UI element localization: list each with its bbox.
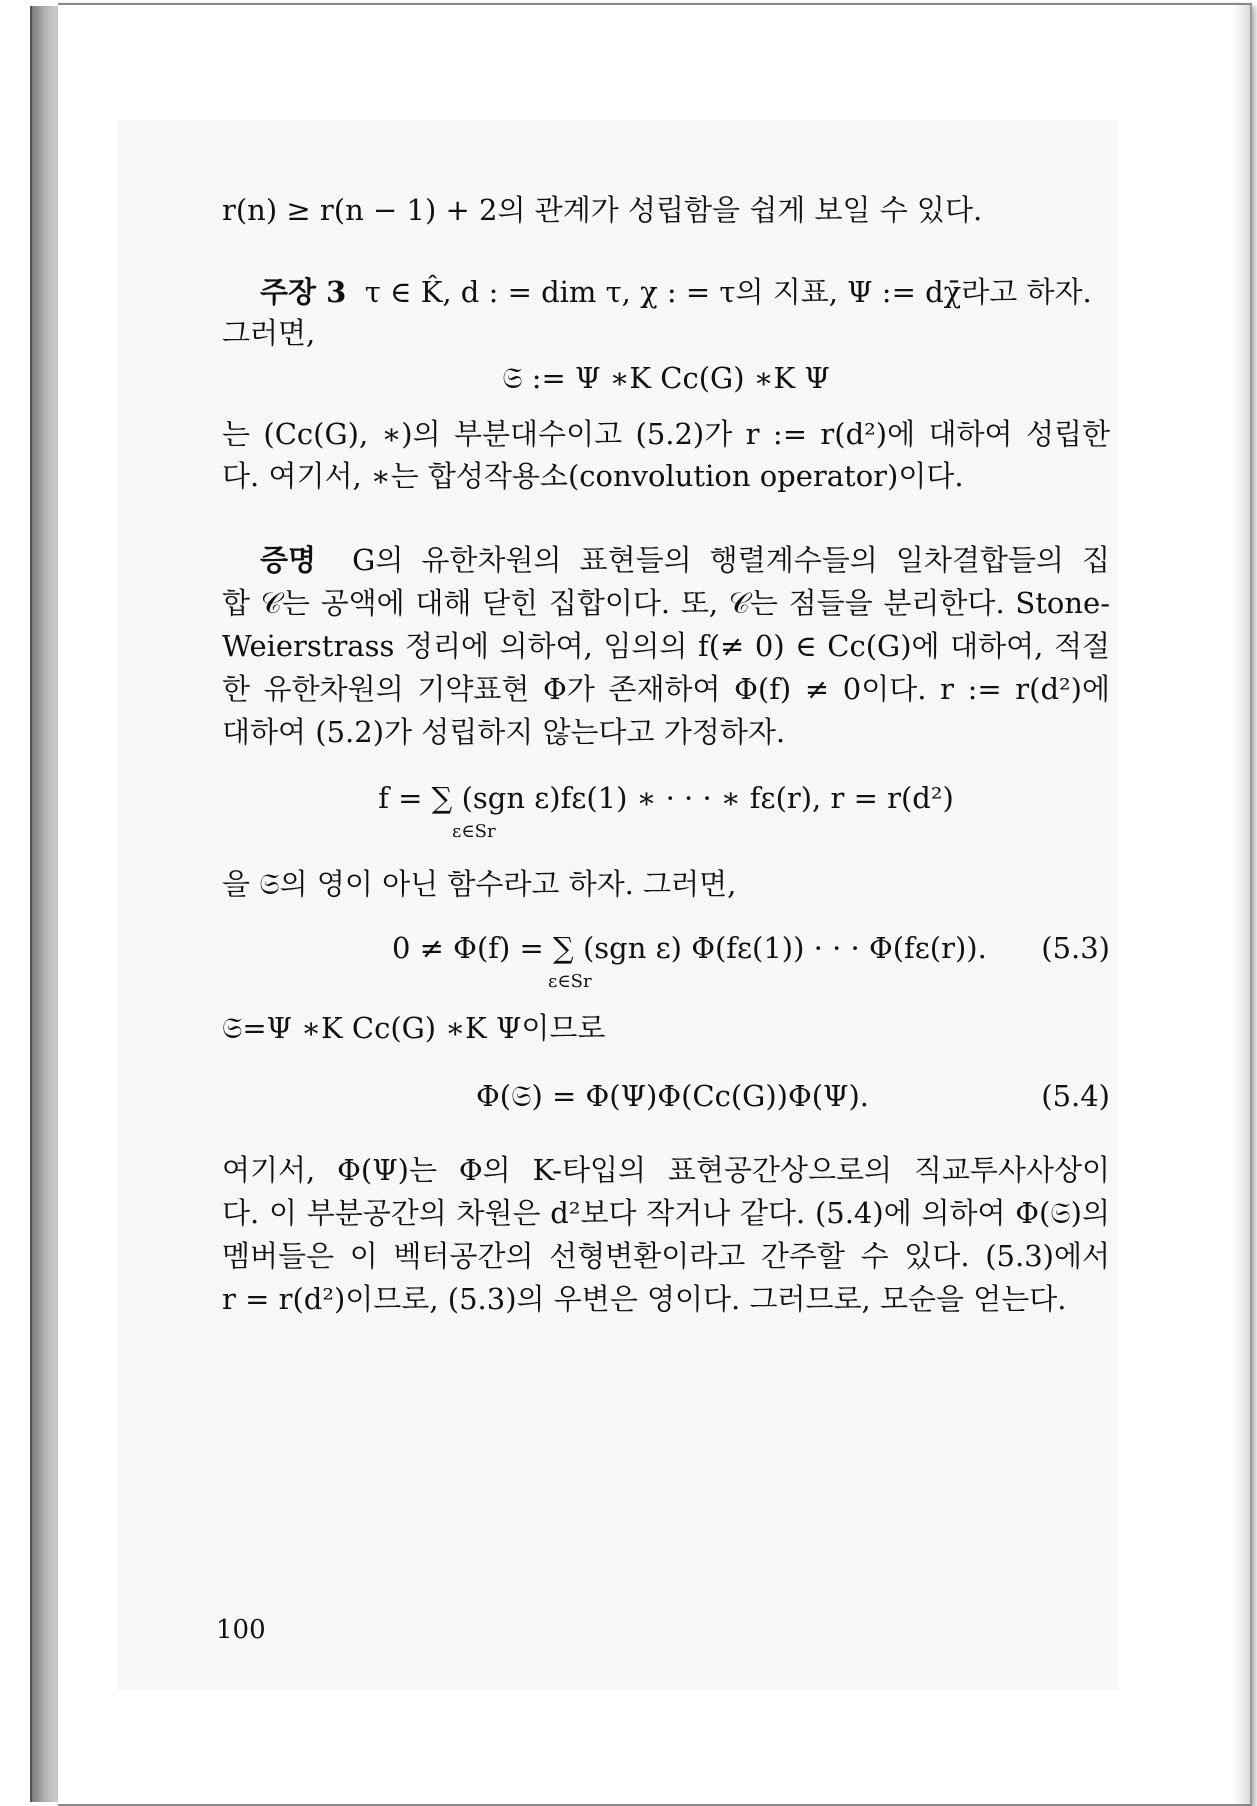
text-line-12: 을 𝔖의 영이 아닌 함수라고 하자. 그러면,: [222, 867, 737, 901]
page-number: 100: [216, 1615, 266, 1645]
text-line-8: 합 𝒞는 공액에 대해 닫힌 집합이다. 또, 𝒞는 점들을 분리한다. Stone-: [222, 586, 1110, 620]
proof-label: 증명: [260, 543, 317, 577]
equation-5-3-line: [222, 928, 1110, 968]
proof-text: G의 유한차원의 표현들의 행렬계수들의 일차결합들의 집: [352, 543, 1110, 577]
text-line-6: 다. 여기서, ∗는 합성작용소(convolution operator)이다.: [222, 459, 964, 493]
text-line-15: 다. 이 부분공간의 차원은 d²보다 작거나 같다. (5.4)에 의하여 Φ(𝔖)의: [222, 1196, 1110, 1230]
text-line-10: 한 유한차원의 기약표현 Φ가 존재하여 Φ(f) ≠ 0이다. r := r(d²)에: [222, 672, 1110, 706]
proof-line: [222, 540, 1110, 580]
sum-subscript-1: ε∈Sr: [452, 821, 496, 842]
claim-text: τ ∈ K̂, d : = dim τ, χ : = τ의 지표, Ψ := dχ̄라고 하자.: [364, 275, 1092, 309]
equation-5-3: 0 ≠ Φ(f) = ∑ (sgn ε) Φ(fε(1)) · · · Φ(fε(r)).: [392, 931, 987, 965]
text-line-16: 멤버들은 이 벡터공간의 선형변환이라고 간주할 수 있다. (5.3)에서: [222, 1239, 1110, 1273]
sum-subscript-2: ε∈Sr: [548, 971, 592, 992]
text-line-17: r = r(d²)이므로, (5.3)의 우변은 영이다. 그러므로, 모순을 얻는다.: [222, 1282, 1067, 1316]
text-line-13: 𝔖=Ψ ∗K Cc(G) ∗K Ψ이므로: [222, 1011, 606, 1045]
equation-f-sum: f = ∑ (sgn ε)fε(1) ∗ · · · ∗ fε(r), r = r(d²): [378, 781, 954, 815]
text-line-3: 그러면,: [222, 316, 316, 350]
equation-number-5-4: (5.4): [1041, 1079, 1110, 1113]
text-line-11: 대하여 (5.2)가 성립하지 않는다고 가정하자.: [222, 715, 786, 749]
text-line-9: Weierstrass 정리에 의하여, 임의의 f(≠ 0) ∈ Cc(G)에 대하여, 적절: [222, 629, 1110, 663]
scanned-text-area: [118, 120, 1118, 1690]
claim-line: [222, 272, 1110, 312]
text-line-14: 여기서, Φ(Ψ)는 Φ의 K-타입의 표현공간상으로의 직교투사사상이: [222, 1153, 1110, 1187]
equation-number-5-3: (5.3): [1041, 931, 1110, 965]
equation-5-4-line: [222, 1076, 1110, 1116]
claim-label: 주장 3: [260, 275, 347, 309]
equation-frak-s: 𝔖 := Ψ ∗K Cc(G) ∗K Ψ: [502, 361, 830, 395]
equation-5-4: Φ(𝔖) = Φ(Ψ)Φ(Cc(G))Φ(Ψ).: [476, 1079, 870, 1113]
text-line-1: r(n) ≥ r(n − 1) + 2의 관계가 성립함을 쉽게 보일 수 있다.: [222, 193, 983, 227]
text-line-5: 는 (Cc(G), ∗)의 부분대수이고 (5.2)가 r := r(d²)에 대하여 성립한: [222, 417, 1110, 451]
page-edge: [1232, 5, 1250, 1804]
